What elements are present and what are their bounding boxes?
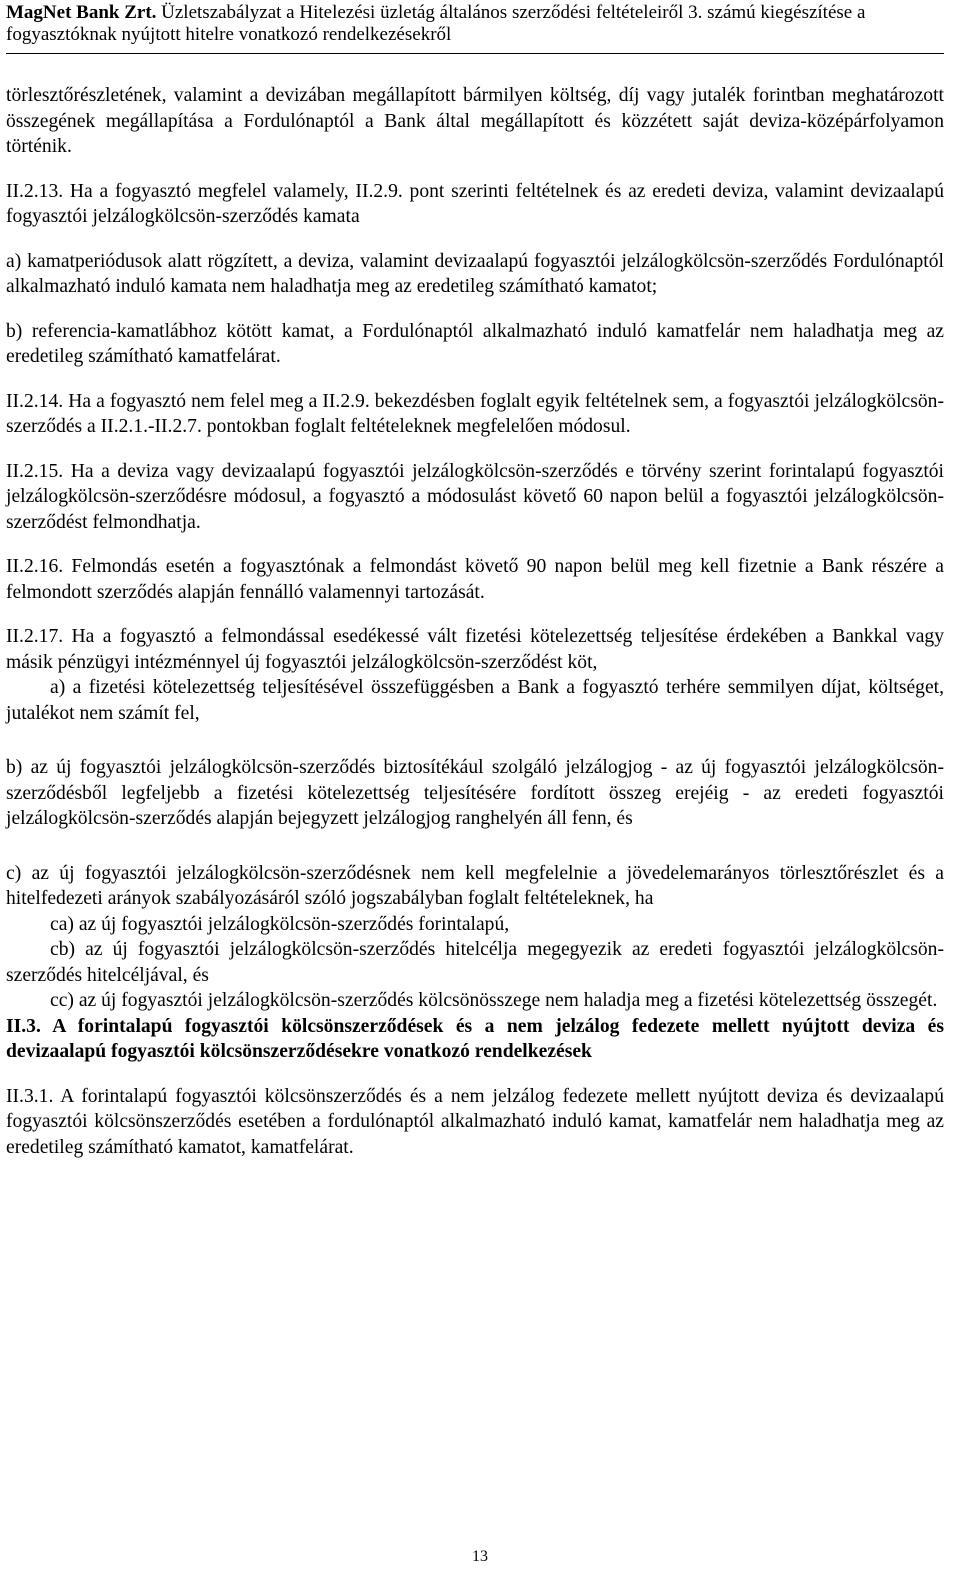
paragraph-II-2-17-cc: cc) az új fogyasztói jelzálogkölcsön-szerződés kölcsönösszege nem haladja meg a fizetési kötelezettség összegét. — [50, 990, 938, 1011]
section-heading-II-3: II.3. A forintalapú fogyasztói kölcsönszerződések és a nem jelzálog fedezete mellett nyújtott deviza és devizaalapú fogyasztói kölcsönszerződésekre vonatkozó rendelkezések — [6, 1015, 944, 1062]
paragraph-II-2-17-b: b) az új fogyasztói jelzálogkölcsön-szerződés biztosítékául szolgáló jelzálogjog - az új fogyasztói jelzálogkölcsön-szerződésből legfeljebb a fizetési kötelezettség teljesítésére fordított összeg erejéig - az eredeti fogyasztói jelzálogkölcsön-szerződés alapján bejegyzett jelzálogjog ranghelyén áll fenn, és — [6, 757, 944, 829]
header-title-text: Üzletszabályzat a Hitelezési üzletág általános szerződési feltételeiről 3. számú kiegészítése a — [156, 2, 866, 23]
page-header — [6, 0, 944, 54]
document-page — [6, 0, 944, 1160]
paragraph-II-2-17-a: a) a fizetési kötelezettség teljesítésével összefüggésben a Bank a fogyasztó terhére semmilyen díjat, költséget, jutalékot nem számít fel, — [6, 677, 944, 724]
paragraph-II-2-14: II.2.14. Ha a fogyasztó nem felel meg a II.2.9. bekezdésben foglalt egyik feltételnek sem, a fogyasztói jelzálogkölcsön-szerződés a II.2.1.-II.2.7. pontokban foglalt feltételeknek megfelelően módosul. — [6, 390, 944, 437]
header-title-line1 — [6, 2, 944, 24]
paragraph-II-2-15: II.2.15. Ha a deviza vagy devizaalapú fogyasztói jelzálogkölcsön-szerződés e törvény szerint forintalapú fogyasztói jelzálogkölcsön-szerződésre módosul, a fogyasztó a módosulást követő 60 napon belül a fogyasztói jelzálogkölcsön-szerződést felmondhatja. — [6, 460, 944, 533]
header-divider — [6, 53, 944, 54]
bank-name: MagNet Bank Zrt. — [6, 2, 157, 23]
paragraph-II-2-13: II.2.13. Ha a fogyasztó megfelel valamely, II.2.9. pont szerinti feltételnek és az eredeti deviza, valamint devizaalapú fogyasztói jelzálogkölcsön-szerződés kamata — [6, 180, 944, 227]
paragraph-II-2-17: II.2.17. Ha a fogyasztó a felmondással esedékessé vált fizetési kötelezettség teljesítése érdekében a Bankkal vagy másik pénzügyi intézménnyel új fogyasztói jelzálogkölcsön-szerződést köt, — [6, 626, 944, 673]
header-title-line2: fogyasztóknak nyújtott hitelre vonatkozó rendelkezésekről — [6, 24, 452, 45]
paragraph-continuation: törlesztőrészletének, valamint a devizában megállapított bármilyen költség, díj vagy jutalék forintban meghatározott összegének megállapítása a Fordulónaptól a Bank által megállapított és közzétett saját deviza-középárfolyamon történik. — [6, 85, 944, 157]
paragraph-II-2-17-ca: ca) az új fogyasztói jelzálogkölcsön-szerződés forintalapú, — [50, 913, 510, 935]
paragraph-II-2-13-a: a) kamatperiódusok alatt rögzített, a deviza, valamint devizaalapú fogyasztói jelzálogkölcsön-szerződés Fordulónaptól alkalmazható induló kamata nem haladhatja meg az eredetileg számítható kamatot; — [6, 250, 944, 297]
paragraph-II-2-13-b: b) referencia-kamatlábhoz kötött kamat, a Fordulónaptól alkalmazható induló kamatfelár nem haladhatja meg az eredetileg számítható kamatfelárat. — [6, 320, 944, 367]
paragraph-II-2-16: II.2.16. Felmondás esetén a fogyasztónak a felmondást követő 90 napon belül meg kell fizetnie a Bank részére a felmondott szerződés alapján fennálló valamennyi tartozását. — [6, 556, 944, 603]
document-body — [6, 83, 944, 1160]
paragraph-II-3-1: II.3.1. A forintalapú fogyasztói kölcsönszerződés és a nem jelzálog fedezete mellett nyújtott deviza és devizaalapú fogyasztói kölcsönszerződés esetében a fordulónaptól alkalmazható induló kamat, kamatfelár nem haladhatja meg az eredetileg számítható kamatot, kamatfelárat. — [6, 1085, 944, 1158]
paragraph-II-2-17-c: c) az új fogyasztói jelzálogkölcsön-szerződésnek nem kell megfelelnie a jövedelemarányos törlesztőrészlet és a hitelfedezeti arányok szabályozásáról szóló jogszabályban foglalt feltételeknek, ha — [6, 862, 944, 909]
paragraph-II-2-17-cb: cb) az új fogyasztói jelzálogkölcsön-szerződés hitelcélja megegyezik az eredeti fogyasztói jelzálogkölcsön-szerződés hitelcéljával, és — [6, 939, 944, 986]
page-number: 13 — [472, 1548, 488, 1565]
